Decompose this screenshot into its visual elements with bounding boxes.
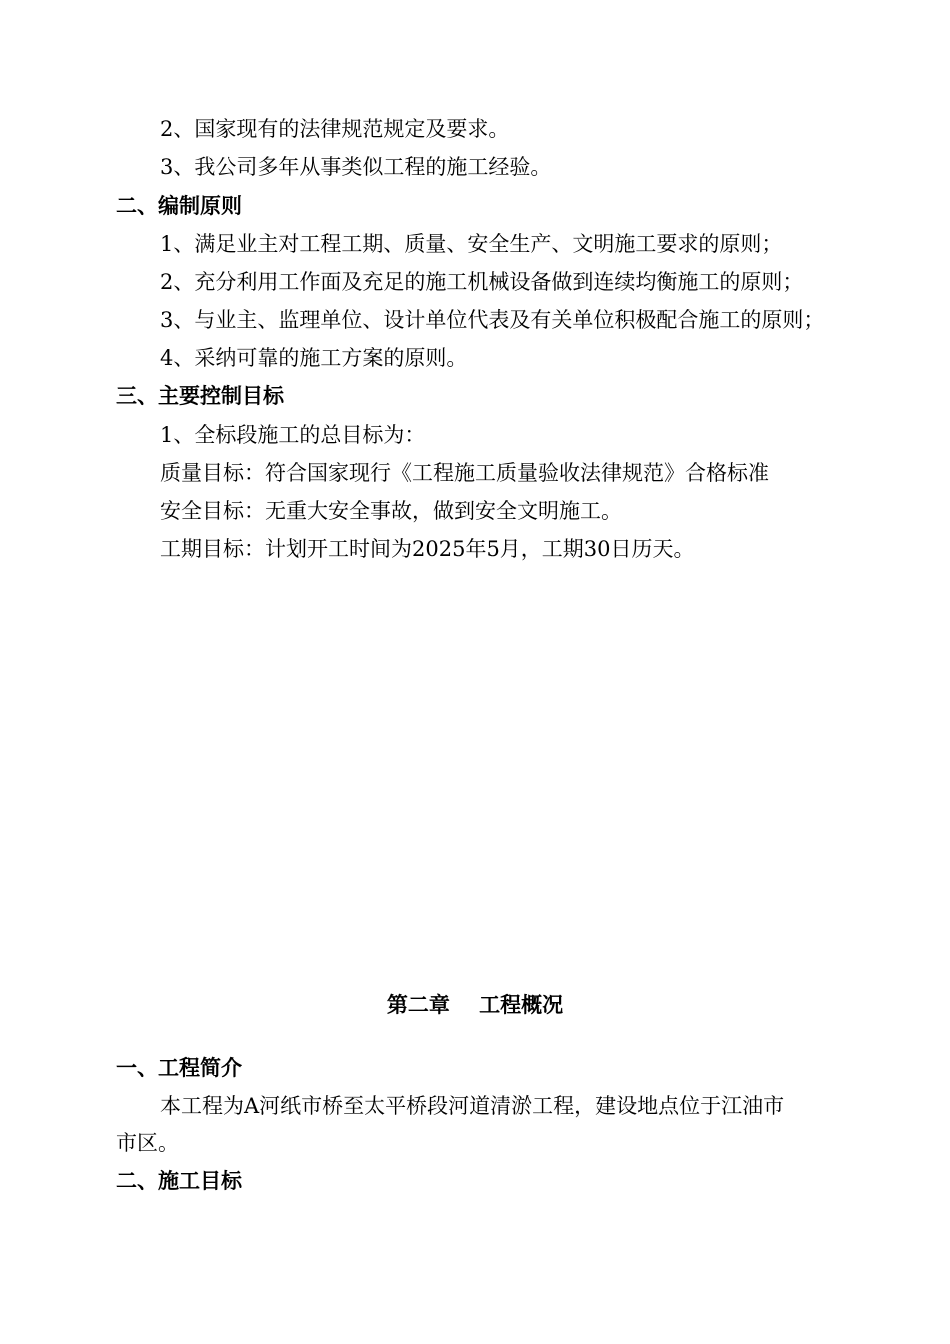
section-heading-principles: 二、编制原则 [116,194,242,218]
principle-item-1: 1、满足业主对工程工期、质量、安全生产、文明施工要求的原则； [160,232,783,256]
section-heading-construction-goals: 二、施工目标 [116,1169,242,1193]
section-heading-overview: 一、工程简介 [116,1056,242,1080]
section-heading-targets: 三、主要控制目标 [116,384,284,408]
target-item-quality: 质量目标：符合国家现行《工程施工质量验收法律规范》合格标准 [160,461,769,485]
target-item-overall: 1、全标段施工的总目标为： [160,423,426,447]
chapter-title: 第二章 工程概况 [386,993,564,1017]
basis-item-2: 2、国家现有的法律规范规定及要求。 [160,117,510,141]
basis-item-3: 3、我公司多年从事类似工程的施工经验。 [160,155,552,179]
principle-item-2: 2、充分利用工作面及充足的施工机械设备做到连续均衡施工的原则； [160,270,804,294]
overview-paragraph-line-1: 本工程为A河纸市桥至太平桥段河道清淤工程，建设地点位于江油市 [160,1094,785,1118]
overview-paragraph-line-2: 市区。 [116,1131,179,1155]
target-item-safety: 安全目标：无重大安全事故，做到安全文明施工。 [160,499,622,523]
target-item-schedule: 工期目标：计划开工时间为2025年5月，工期30日历天。 [160,537,695,561]
principle-item-4: 4、采纳可靠的施工方案的原则。 [160,346,468,370]
principle-item-3: 3、与业主、监理单位、设计单位代表及有关单位积极配合施工的原则； [160,308,825,332]
